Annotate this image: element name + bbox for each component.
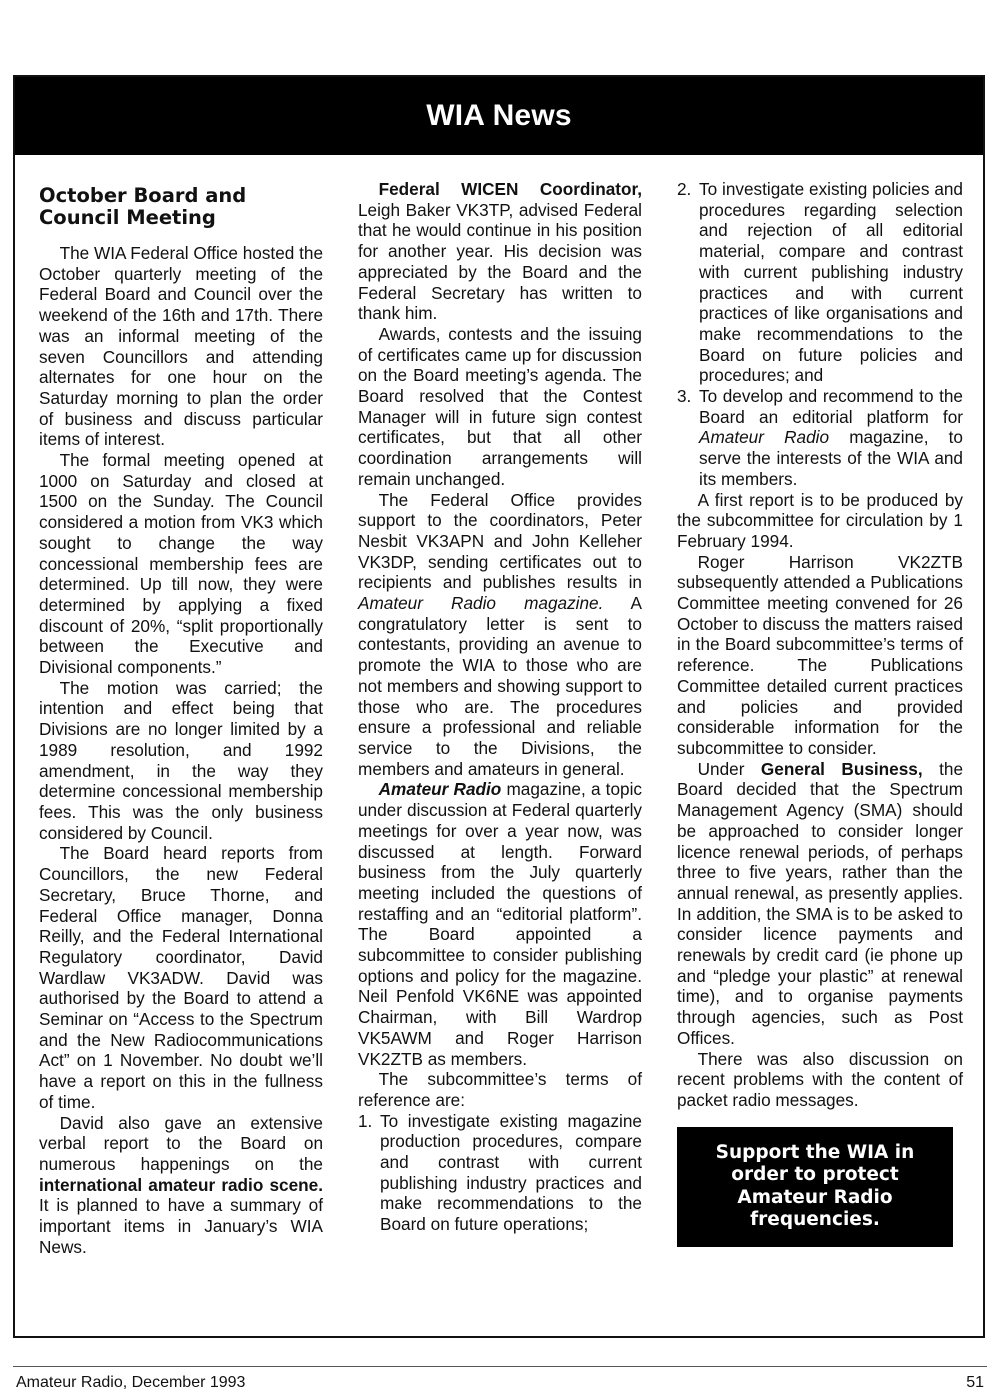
paragraph: The WIA Federal Office hosted the October quarterly meeting of the Federal Board and Council over the weekend of the 16th and 17th. There was an informal meeting of the seven Councillors and attending alternates for one hour on the Saturday morning to plan the order of business and discuss particular items of interest. bbox=[39, 243, 323, 450]
section-banner bbox=[15, 77, 983, 155]
text-span: To investigate existing policies and procedures regarding selection and rejection of all editorial material, compare and contrast with current publishing industry practices and with current practices of like organisations and make recommendations to the Board on future policies and procedures; and bbox=[699, 179, 963, 386]
italic-phrase: Amateur Radio magazine. bbox=[358, 593, 604, 614]
terms-list bbox=[677, 179, 963, 490]
text-span: magazine, a topic under discussion at Federal quarterly meetings for over a year now, was discussed at length. Forward business from the July quarterly meeting included the questions of restaffing and an “editorial platform”. The Board appointed a subcommittee to consider publishing options and policy for the magazine. Neil Penfold VK6NE was appointed Chairman, with Bill Wardrop VK5AWM and Roger Harrison VK2ZTB as members. bbox=[358, 779, 642, 1069]
paragraph bbox=[358, 179, 642, 324]
text-span: The Federal Office provides support to the coordinators, Peter Nesbit VK3APN and John Kelleher VK3DP, sending certificates out to recipients and publishes results in bbox=[358, 489, 642, 593]
terms-list bbox=[358, 1111, 642, 1235]
list-item bbox=[677, 179, 963, 386]
list-number: 1. bbox=[358, 1110, 373, 1131]
list-number: 2. bbox=[677, 179, 692, 199]
bold-phrase: international amateur radio scene. bbox=[39, 1174, 323, 1195]
paragraph bbox=[677, 759, 963, 1049]
footer-divider bbox=[13, 1366, 987, 1367]
bold-italic-phrase: Amateur Radio bbox=[378, 779, 502, 800]
paragraph bbox=[358, 779, 642, 1069]
paragraph bbox=[358, 490, 642, 780]
paragraph: The Board heard reports from Councillors, the new Federal Secretary, Bruce Thorne, and Federal Office manager, Donna Reilly, and the Federal International Regulatory coordinator, David Wardlaw VK3ADW. David was authorised by the Board to attend a Seminar on “Access to the Spectrum and the New Radiocommunications Act” on 1 November. No doubt we’ll have a report on this in the fullness of time. bbox=[39, 843, 323, 1112]
text-span: David also gave an extensive verbal report to the Board on numerous happenings on the bbox=[39, 1112, 323, 1174]
list-number: 3. bbox=[677, 386, 692, 407]
paragraph: The subcommittee’s terms of reference are: bbox=[358, 1069, 642, 1110]
article-heading: October Board and Council Meeting bbox=[39, 184, 247, 229]
list-item bbox=[358, 1111, 642, 1235]
text-span: A congratulatory letter is sent to contestants, providing an avenue to promote the WIA to those who are not members and showing support to those who are. The procedures ensure a professional and reliable service to the Divisions, the members and amateurs in general. bbox=[358, 593, 642, 779]
page-number: 51 bbox=[966, 1374, 984, 1391]
text-span: Under bbox=[697, 758, 761, 779]
text-span: magazine, to serve the interests of the WIA and its members. bbox=[699, 427, 963, 489]
italic-phrase: Amateur Radio bbox=[699, 427, 830, 448]
paragraph: A first report is to be produced by the subcommittee for circulation by 1 February 1994. bbox=[677, 489, 963, 551]
paragraph: The formal meeting opened at 1000 on Saturday and closed at 1500 on the Sunday. The Council considered a motion from VK3 which sought to change the way concessional membership fees are determined. Up till now, they were determined by applying a fixed discount of 20%, “split proportionally between the Executive and Divisional components.” bbox=[39, 450, 323, 678]
paragraph: There was also discussion on recent problems with the content of packet radio messages. bbox=[677, 1048, 963, 1110]
text-span: Leigh Baker VK3TP, advised Federal that he would continue in his position for another year. His decision was appreciated by the Board and the Federal Secretary has written to thank him. bbox=[358, 199, 642, 324]
paragraph: Roger Harrison VK2ZTB subsequently attended a Publications Committee meeting convened for 26 October to discuss the matters raised in the Board subcommittee’s terms of reference. The Publications Committee detailed current practices and policies and provided considerable information for the subcommittee to consider. bbox=[677, 551, 963, 758]
bold-phrase: Federal WICEN Coordinator, bbox=[378, 179, 642, 199]
column-1 bbox=[39, 179, 323, 1257]
section-title: WIA News bbox=[426, 99, 572, 132]
text-span: To develop and recommend to the Board an editorial platform for bbox=[699, 386, 963, 427]
news-frame bbox=[13, 75, 985, 1338]
footer-publication: Amateur Radio, December 1993 bbox=[16, 1374, 246, 1391]
paragraph: Awards, contests and the issuing of certificates came up for discussion on the Board meeting’s agenda. The Board resolved that the Contest Manager will in future sign contest certificates, but that all other coordination arrangements will remain unchanged. bbox=[358, 323, 642, 489]
column-3 bbox=[677, 179, 963, 1247]
text-span: To investigate existing magazine production procedures, compare and contrast with current publishing industry practices and make recommendations to the Board on future operations; bbox=[380, 1110, 642, 1235]
column-2 bbox=[358, 179, 642, 1235]
paragraph bbox=[39, 1113, 323, 1258]
support-callout-box: Support the WIA in order to protect Amateur Radio frequencies. bbox=[677, 1127, 953, 1247]
list-item bbox=[677, 386, 963, 490]
bold-phrase: General Business, bbox=[760, 758, 923, 779]
text-span: the Board decided that the Spectrum Management Agency (SMA) should be approached to consider longer licence renewal periods, of perhaps three to five years, rather than the annual renewal, as presently applies. In addition, the SMA is to be asked to consider licence payments and renewals by credit card (ie phone up and “pledge your plastic” at renewal time), and to organise payments through agencies, such as Post Offices. bbox=[677, 758, 964, 1048]
paragraph: The motion was carried; the intention and effect being that Divisions are no longer limited by a 1989 resolution, and 1992 amendment, in the way they determine concessional membership fees. This was the only business considered by Council. bbox=[39, 677, 323, 843]
text-span: It is planned to have a summary of important items in January’s WIA News. bbox=[39, 1195, 323, 1257]
